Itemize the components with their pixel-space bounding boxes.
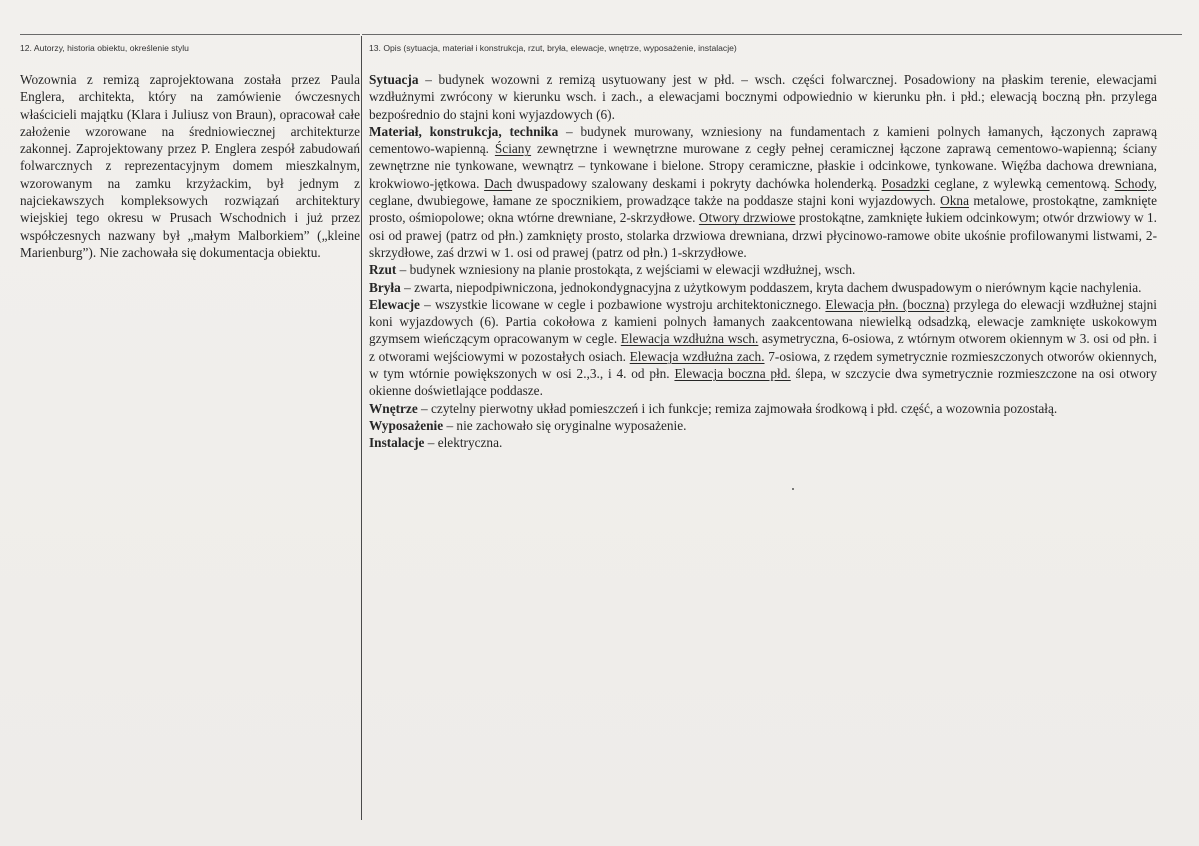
scan-speck [792,488,794,490]
section-wyposazenie [369,417,1157,434]
wyposazenie-label: Wyposażenie [369,417,444,433]
section-material [369,123,1157,261]
material-term-dach: Dach [484,175,513,191]
bryla-text: – zwarta, niepodpiwniczona, jednokondygnacyjna z użytkowym poddaszem, kryta dachem dwuspadowym o nierównym kącie nachylenia. [400,279,1142,295]
header-rule-right [362,34,1182,35]
elewacje-text-5: ślepa, w szczycie dwa symetrycznie rozmieszczone na osi otwory okienne doświetlające poddasze. [369,366,1157,399]
elewacje-term-wsch: Elewacja wzdłużna wsch. [620,331,759,347]
section-bryla [369,279,1157,296]
elewacje-text-2: przylega do elewacji wzdłużnej stajni koni wyjazdowych (6). Partia cokołowa z kamieni polnych łamanych zaakcentowana niewielką odsadzką, elewacje zamknięte uskokowym gzymsem wieńczącym opracowanym w cegle. [369,296,1158,347]
elewacje-term-zach: Elewacja wzdłużna zach. [629,348,765,364]
history-paragraph: Wozownia z remizą zaprojektowana została przez Paula Englera, architekta, który na zamówienie ówczesnych właścicieli majątku (Klara i Juliusz von Braun), opracował całe założenie wzorowane na średniowiecznej architekturze zakonnej. Zaprojektowany przez P. Englera zespół zabudowań folwarcznych z reprezentacyjnym domem mieszkalnym, wzorowanym na zamku krzyżackim, był jednym z najciekawszych kompleksowych rozwiązań architektury wiejskiej tego okresu w Prusach Wschodnich i już przez współczesnych nazwany był „małym Malborkiem” („kleine Marienburg”). Nie zachowała się dokumentacja obiektu. [20,72,360,260]
elewacje-term-pld: Elewacja boczna płd. [674,366,791,382]
wnetrze-text: – czytelny pierwotny układ pomieszczeń i ich funkcje; remiza zajmowała środkową i płd. część, a wozownia pozostałą. [417,400,1058,416]
material-text-2: zewnętrzne i wewnętrzne murowane z cegły pełnej ceramicznej łączone zaprawą cementowo-wapienną; ściany zewnętrzne nie tynkowane, wewnątrz – tynkowane i bielone. Stropy ceramiczne, płaskie i odcinkowe, tynkowane. Więźba dachowa drewniana, krokwiowo-jętkowa. [369,141,1157,191]
elewacje-label: Elewacje [369,296,420,312]
elewacje-text-3: asymetryczna, 6-osiowa, z wtórnym otworem okiennym w 3. osi od płn. i z otworami wejściowymi w pozostałych osiach. [369,331,1158,364]
section-wnetrze [369,400,1157,417]
material-text-7: prostokątne, zamknięte łukiem odcinkowym; otwór drzwiowy w 1. osi od prawej (patrz od płn.) zamknięty prosto, stolarka drzwiowa drewniana, drzwi płycinowo-ramowe obite ukośnie profilowanymi listwami, 2-skrzydłowe, zaś drzwi w 1. osi od prawej (patrz od płn.) 1-skrzydłowe. [369,210,1157,260]
header-rule-left [20,34,360,35]
header-authors-history: 12. Autorzy, historia obiektu, określenie stylu [20,43,189,53]
wyposazenie-text: – nie zachowało się oryginalne wyposażenie. [443,417,687,433]
material-term-sciany: Ściany [494,141,532,157]
material-term-okna: Okna [940,193,969,209]
elewacje-text-1: – wszystkie licowane w cegle i pozbawione wystroju architektonicznego. [419,296,826,312]
elewacje-text-4: 7-osiowa, z rzędem symetrycznie rozmieszczonych otworów okiennych, w tym wtórnie powiększonych w osi 2.,3., i 4. od płn. [369,348,1158,382]
sytuacja-label: Sytuacja [369,72,419,87]
column-divider [361,36,362,820]
material-term-otwory-drzwiowe: Otwory drzwiowe [698,210,796,226]
section-rzut [369,261,1157,278]
description-text [369,71,1157,452]
material-label: Materiał, konstrukcja, technika [369,123,559,139]
rzut-label: Rzut [369,262,397,278]
authors-history-text [20,71,360,261]
material-text-3: dwuspadowy szalowany deskami i pokryty dachówka holenderką. [512,175,882,191]
instalacje-text: – elektryczna. [424,435,503,451]
elewacje-term-pln: Elewacja płn. (boczna) [825,296,950,312]
material-text-4: ceglane, z wylewką cementową. [929,175,1115,191]
bryla-label: Bryła [369,279,401,295]
material-text-5: , ceglane, dwubiegowe, łamane ze spocznikiem, prowadzące także na poddasze stajni koni wyjazdowych. [369,175,1157,209]
wnetrze-label: Wnętrze [369,400,418,416]
section-sytuacja [369,71,1157,123]
rzut-text: – budynek wzniesiony na planie prostokąta, z wejściami w elewacji wzdłużnej, wsch. [396,262,856,278]
section-elewacje [369,296,1157,400]
material-term-posadzki: Posadzki [881,175,930,191]
material-text-1: – budynek murowany, wzniesiony na fundamentach z kamieni polnych łamanych, łączonych zaprawą cementowo-wapienną. [369,123,1157,157]
header-description: 13. Opis (sytuacja, materiał i konstrukcja, rzut, bryła, elewacje, wnętrze, wyposażenie, instalacje) [369,43,737,53]
sytuacja-text: – budynek wozowni z remizą usytuowany jest w płd. – wsch. części folwarcznej. Posadowiony na płaskim terenie, elewacjami wzdłużnymi zwrócony w kierunku wsch. i zach., a elewacjami bocznymi odpowiednio w kierunku płn. i płd.; elewacją boczną płn. przylega bezpośrednio do stajni koni wyjazdowych (6). [369,72,1157,122]
instalacje-label: Instalacje [369,435,425,451]
material-text-6: metalowe, prostokątne, zamknięte prosto, ośmiopolowe; okna wtórne drewniane, 2-skrzydłowe. [369,193,1158,226]
material-term-schody: Schody [1114,175,1154,191]
section-instalacje [369,434,1157,451]
